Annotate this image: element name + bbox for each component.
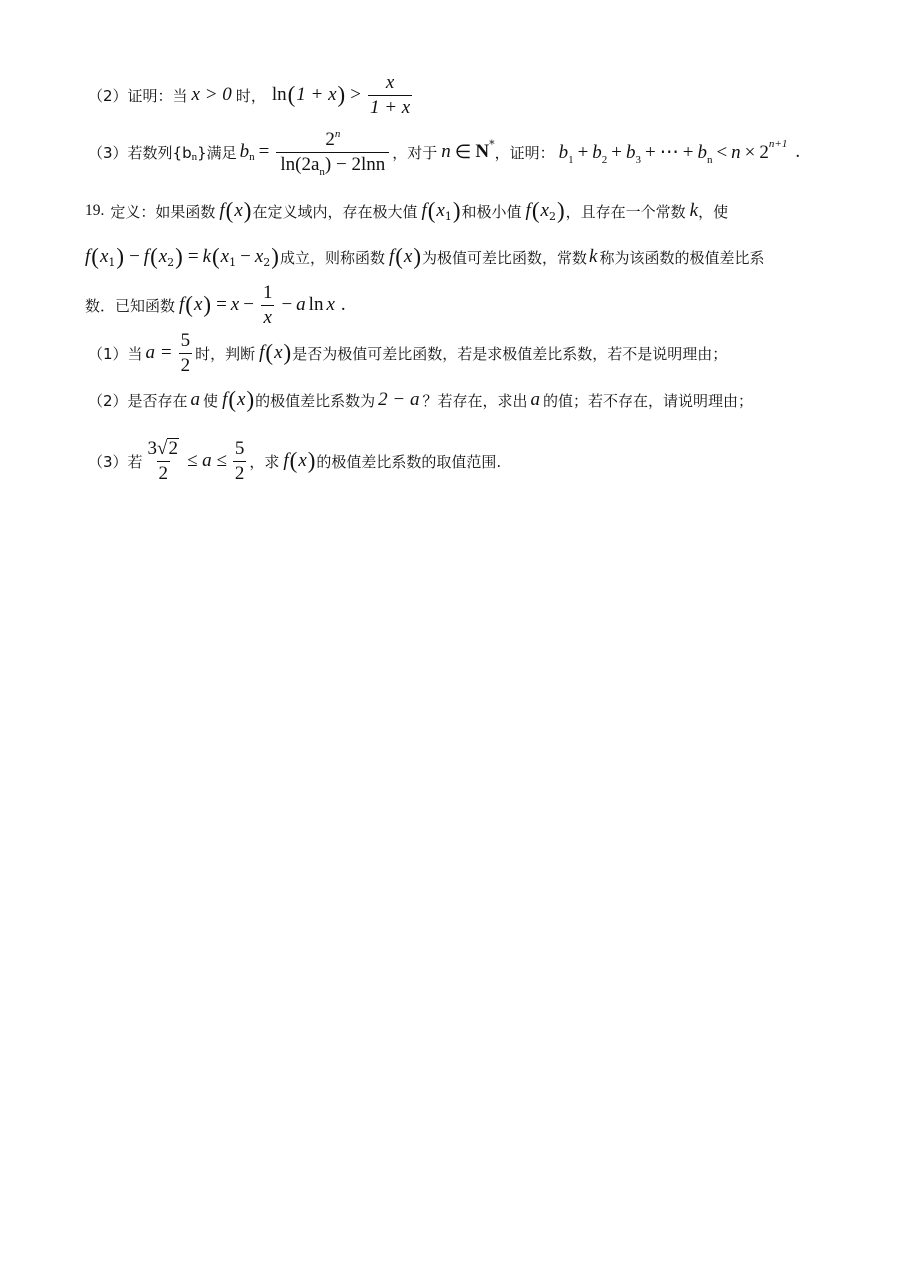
q19-number: 19.	[85, 202, 105, 219]
q19-part3-fraction-1: 3 √ 2 2	[147, 438, 178, 484]
q19-part1-fraction: $\frac{5}{2}$	[180, 329, 191, 376]
frac-numerator: 2$^n$	[325, 127, 341, 150]
q18-part2-cond: x > 0	[191, 84, 232, 105]
q18-part3-mid1: }满足	[197, 143, 237, 162]
q18-part3-prefix: （3）若数列{b	[88, 143, 192, 162]
q18-part3-rhs-sup: n+1	[768, 138, 788, 150]
q18-part2-gt: >	[350, 84, 361, 105]
q19-fraction-1-over-x: $\frac{1}{x}$	[262, 281, 273, 328]
frac-denominator: $\ln(2a_n) - 2\ln n$	[276, 152, 389, 175]
frac-numerator: x	[385, 71, 395, 93]
frac-denominator: 1 + x	[369, 96, 411, 118]
q18-part3-sub: n	[191, 151, 198, 163]
q19-line2: f ( x 1 ) − f ( x 2 ) = k ( x 1 − x 2 ) 成立，则称函数 f ( x ) 为极值可差比函数，常数 k 称为该函数的极值差比系	[85, 244, 765, 269]
q19-part3: （3）若 3 √ 2 2 ≤ a ≤ $\frac{5}{2}$ ，求 f ( x ) 的极值差比系数的取值范围.	[88, 437, 502, 484]
q18-part2-ln: ln	[271, 84, 287, 105]
q19-part3-fraction-2: $\frac{5}{2}$	[234, 437, 245, 484]
q18-part2-fraction	[368, 73, 412, 118]
q18-part3: （3）若数列{b n }满足 b n = $\frac{2^n}{\ln(2a_n) - 2\ln n}$ ，对于 n ∈ N * ，证明： $b_1 + b_2 + b_3$ + ⋯ + $b_n < n \times 2$ n+1 .	[88, 127, 801, 178]
q18-part2-arg: 1 + x	[296, 84, 337, 105]
n-star: *	[489, 137, 495, 151]
q18-part2-prefix: （2）证明：当	[88, 86, 188, 105]
q19-line1: 19. 定义：如果函数 f ( x ) 在定义域内，存在极大值 f ( x 1 ) 和极小值 f ( x 2 ) ，且存在一个常数 k ，使	[85, 198, 729, 223]
q18-part2: （2）证明：当 x > 0 时， ln ( 1 + x ) > $\frac{x}{1 + x}$	[88, 71, 411, 118]
q18-part3-sum: $b_1 + b_2 + b_3$ + ⋯ + $b_n < n \times 2$	[558, 141, 769, 166]
q19-part2: （2）是否存在 a 使 f ( x ) 的极值差比系数为 2 − a ？若存在，求出 a 的值；若不存在，请说明理由；	[88, 387, 753, 412]
q18-part3-fraction	[276, 127, 389, 178]
q18-part2-mid: 时，	[235, 86, 266, 105]
q18-part3-mid2: ，对于	[392, 143, 438, 162]
q19-line3: 数．已知函数 f ( x ) = x − $\frac{1}{x}$ − a ln x .	[85, 281, 346, 328]
q18-part3-mid3: ，证明：	[494, 143, 555, 162]
q19-part1: （1）当 a = $\frac{5}{2}$ 时，判断 f ( x ) 是否为极值可差比函数，若是求极值差比系数，若不是说明理由；	[88, 329, 728, 376]
